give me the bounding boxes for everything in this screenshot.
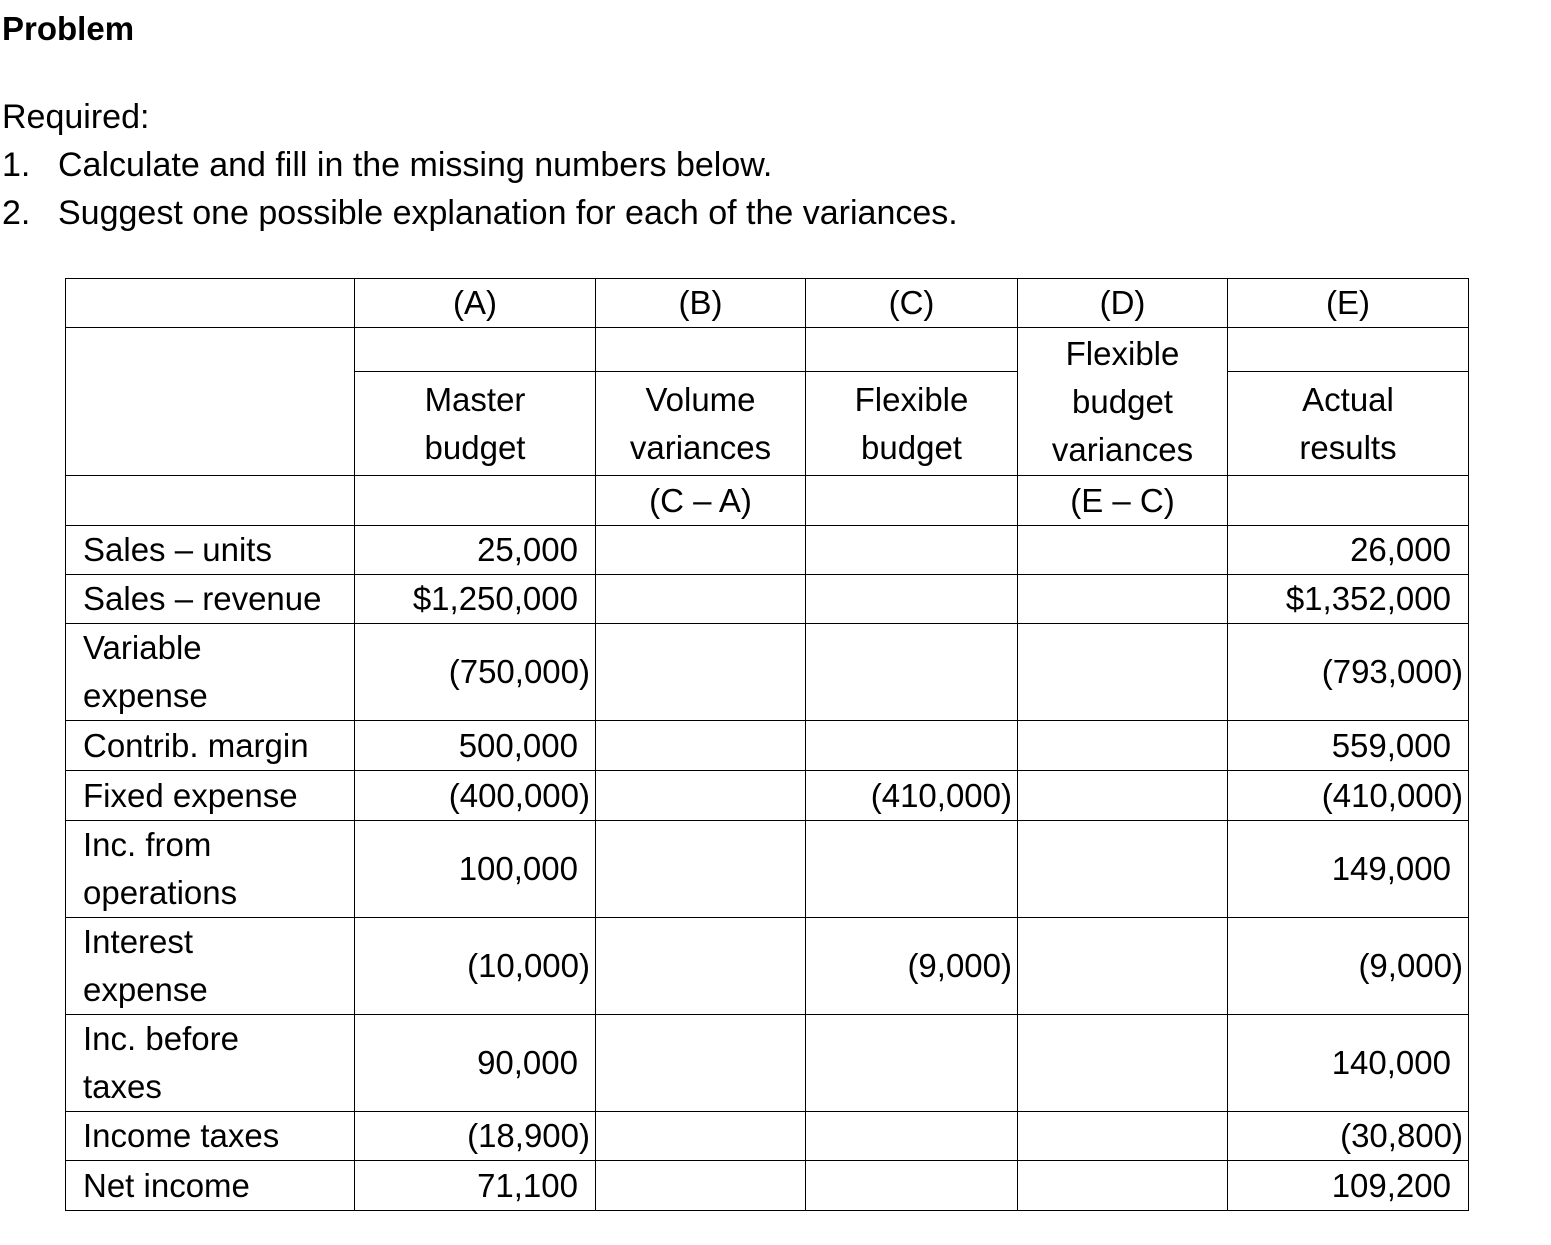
- column-name-spacer-row: [66, 328, 1469, 372]
- cell-volume-variance: [596, 771, 806, 821]
- cell-actual-results: (793,000): [1228, 624, 1469, 721]
- row-label-line: Contrib. margin: [83, 726, 309, 764]
- cell-volume-variance: [596, 526, 806, 575]
- cell-actual-results: (9,000): [1228, 918, 1469, 1015]
- cell-actual-results: 109,200: [1228, 1161, 1469, 1211]
- table-row: [66, 918, 1469, 1015]
- row-label-line: Net income: [83, 1166, 250, 1204]
- column-name-line: budget: [1072, 382, 1173, 420]
- cell-flexible-budget: [806, 1112, 1018, 1161]
- cell-flexible-budget-variance: [1018, 526, 1228, 575]
- row-label-line: taxes: [83, 1068, 162, 1105]
- row-label-line: Inc. from: [83, 826, 212, 863]
- column-name-line: Actual: [1302, 380, 1394, 418]
- column-letter: (D): [1018, 279, 1228, 328]
- column-name-volume-variances: [596, 372, 806, 476]
- table-row: [66, 526, 1469, 575]
- column-name-actual-results: [1228, 372, 1469, 476]
- column-name-flexible-budget: [806, 372, 1018, 476]
- cell-flexible-budget: [806, 575, 1018, 624]
- cell-master-budget: (400,000): [355, 771, 596, 821]
- column-letter: (C): [806, 279, 1018, 328]
- row-label-line: Interest: [83, 923, 194, 960]
- cell-volume-variance: [596, 821, 806, 918]
- cell-master-budget: 90,000: [355, 1015, 596, 1112]
- required-heading: Required:: [2, 98, 150, 136]
- table-row: [66, 624, 1469, 721]
- column-letter: (B): [596, 279, 806, 328]
- instruction-2: [2, 194, 958, 233]
- instruction-number: 1.: [2, 146, 31, 184]
- cell-flexible-budget: (410,000): [806, 771, 1018, 821]
- table-row: [66, 771, 1469, 821]
- row-label: [66, 624, 355, 721]
- cell-flexible-budget-variance: [1018, 721, 1228, 771]
- header-spacer-cell: [1228, 328, 1469, 372]
- row-label-line: Variable: [83, 629, 202, 666]
- cell-flexible-budget-variance: [1018, 1112, 1228, 1161]
- cell-flexible-budget: [806, 721, 1018, 771]
- column-letter-row: [66, 279, 1469, 328]
- cell-flexible-budget-variance: [1018, 624, 1228, 721]
- cell-master-budget: 71,100: [355, 1161, 596, 1211]
- column-name-master-budget: [355, 372, 596, 476]
- row-label: [66, 1015, 355, 1112]
- table-row: [66, 721, 1469, 771]
- cell-actual-results: 149,000: [1228, 821, 1469, 918]
- cell-flexible-budget: [806, 1015, 1018, 1112]
- budget-table: [65, 278, 1469, 1211]
- cell-flexible-budget: [806, 821, 1018, 918]
- column-name-line: Master: [424, 380, 526, 418]
- row-label: [66, 526, 355, 575]
- column-letter: (A): [355, 279, 596, 328]
- cell-flexible-budget: [806, 624, 1018, 721]
- cell-volume-variance: [596, 624, 806, 721]
- table-row: [66, 821, 1469, 918]
- row-label: [66, 1161, 355, 1211]
- row-label: [66, 1112, 355, 1161]
- header-spacer-cell: [596, 328, 806, 372]
- cell-actual-results: $1,352,000: [1228, 575, 1469, 624]
- cell-actual-results: (30,800): [1228, 1112, 1469, 1161]
- table-row: [66, 1015, 1469, 1112]
- cell-actual-results: (410,000): [1228, 771, 1469, 821]
- row-label: [66, 821, 355, 918]
- cell-volume-variance: [596, 1112, 806, 1161]
- row-label-line: Fixed expense: [83, 776, 298, 814]
- cell-flexible-budget-variance: [1018, 575, 1228, 624]
- header-label-cell: [66, 328, 355, 476]
- cell-flexible-budget-variance: [1018, 1015, 1228, 1112]
- cell-volume-variance: [596, 721, 806, 771]
- row-label-line: Sales – revenue: [83, 580, 322, 617]
- instruction-text: Suggest one possible explanation for each of the variances.: [58, 194, 958, 232]
- cell-volume-variance: [596, 918, 806, 1015]
- column-name-line: variances: [629, 428, 772, 466]
- column-formula: (E – C): [1018, 476, 1228, 526]
- cell-volume-variance: [596, 1161, 806, 1211]
- row-label-line: expense: [83, 677, 208, 714]
- cell-actual-results: 559,000: [1228, 721, 1469, 771]
- column-formula: [806, 476, 1018, 526]
- row-label: [66, 918, 355, 1015]
- cell-master-budget: (750,000): [355, 624, 596, 721]
- column-name-line: results: [1299, 428, 1397, 466]
- cell-flexible-budget-variance: [1018, 771, 1228, 821]
- cell-master-budget: 100,000: [355, 821, 596, 918]
- column-name-line: Flexible: [854, 380, 969, 418]
- cell-volume-variance: [596, 1015, 806, 1112]
- cell-master-budget: 500,000: [355, 721, 596, 771]
- cell-flexible-budget: [806, 1161, 1018, 1211]
- cell-flexible-budget-variance: [1018, 821, 1228, 918]
- column-name-line: budget: [424, 428, 526, 466]
- instruction-number: 2.: [2, 194, 31, 232]
- column-formula-row: [66, 476, 1469, 526]
- column-letter: (E): [1228, 279, 1469, 328]
- row-label-line: expense: [83, 971, 208, 1008]
- header-spacer-cell: [355, 328, 596, 372]
- column-formula: [355, 476, 596, 526]
- column-name-line: Volume: [645, 380, 756, 418]
- instruction-text: Calculate and fill in the missing numbers below.: [58, 146, 773, 184]
- row-label: [66, 575, 355, 624]
- row-label-line: operations: [83, 874, 238, 911]
- cell-master-budget: 25,000: [355, 526, 596, 575]
- corner-cell: [66, 279, 355, 328]
- row-label: [66, 771, 355, 821]
- table-row: [66, 575, 1469, 624]
- cell-flexible-budget-variance: [1018, 918, 1228, 1015]
- cell-actual-results: 140,000: [1228, 1015, 1469, 1112]
- cell-flexible-budget: [806, 526, 1018, 575]
- cell-master-budget: (10,000): [355, 918, 596, 1015]
- header-spacer-cell: [806, 328, 1018, 372]
- column-name-flexible-budget-variances: [1018, 328, 1228, 476]
- row-label-line: Sales – units: [83, 531, 272, 568]
- formula-label-cell: [66, 476, 355, 526]
- row-label: [66, 721, 355, 771]
- problem-title: Problem: [2, 10, 135, 47]
- column-formula: [1228, 476, 1469, 526]
- cell-master-budget: (18,900): [355, 1112, 596, 1161]
- row-label-line: Inc. before: [83, 1020, 239, 1057]
- column-name-line: Flexible: [1065, 334, 1180, 372]
- table-row: [66, 1161, 1469, 1211]
- cell-master-budget: $1,250,000: [355, 575, 596, 624]
- cell-flexible-budget-variance: [1018, 1161, 1228, 1211]
- instruction-1: [2, 146, 772, 185]
- table-row: [66, 1112, 1469, 1161]
- column-formula: (C – A): [596, 476, 806, 526]
- cell-flexible-budget: (9,000): [806, 918, 1018, 1015]
- column-name-line: variances: [1051, 430, 1194, 468]
- cell-volume-variance: [596, 575, 806, 624]
- row-label-line: Income taxes: [83, 1117, 280, 1154]
- column-name-line: budget: [861, 428, 962, 466]
- cell-actual-results: 26,000: [1228, 526, 1469, 575]
